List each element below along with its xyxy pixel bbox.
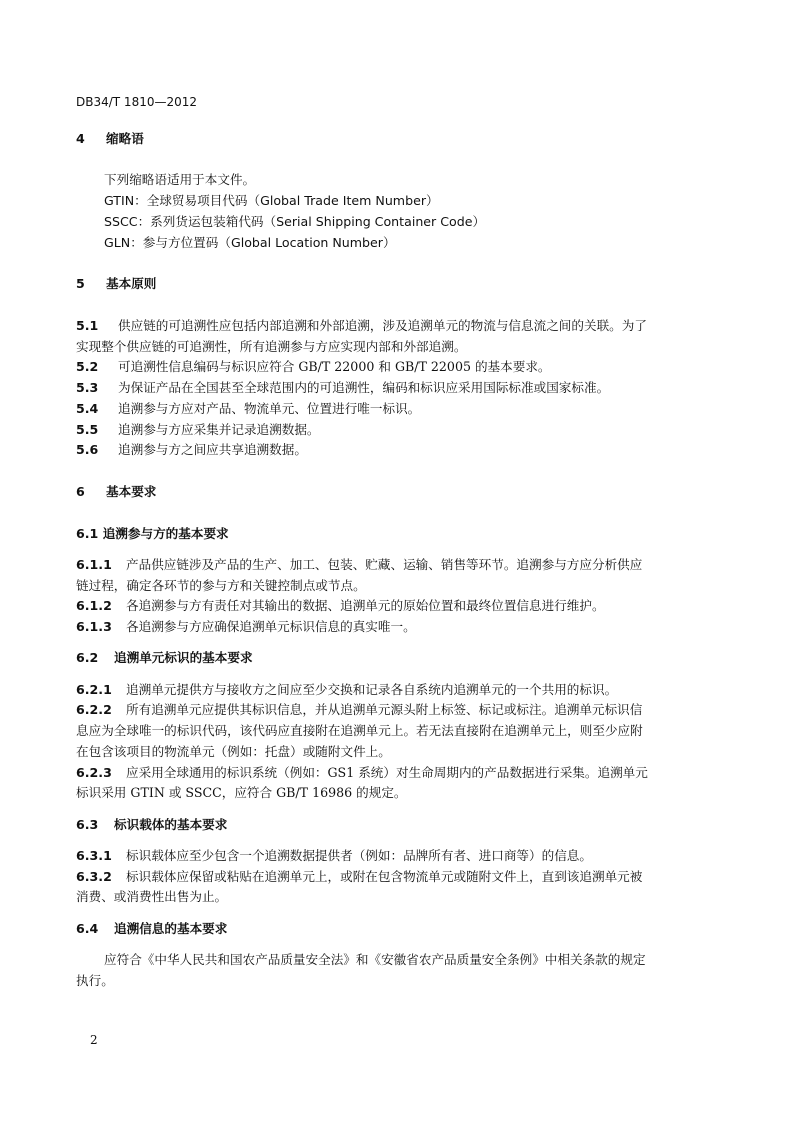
clause-number: 6.1.1 bbox=[76, 557, 112, 572]
clause-number: 6.2.1 bbox=[76, 682, 112, 697]
section-6-4-text: 应符合《中华人民共和国农产品质量安全法》和《安徽省农产品质量安全条例》中相关条款的规定 bbox=[104, 952, 646, 967]
clause-6-2-3-cont: 标识采用 GTIN 或 SSCC，应符合 GB/T 16986 的规定。 bbox=[76, 785, 407, 800]
clause-6-2-1 bbox=[76, 682, 617, 698]
clause-6-3-1 bbox=[76, 848, 592, 864]
clause-number: 5.4 bbox=[76, 401, 99, 416]
clause-5-2 bbox=[76, 359, 551, 375]
section-title: 追溯单元标识的基本要求 bbox=[114, 650, 253, 665]
clause-number: 6.3.1 bbox=[76, 848, 112, 863]
section-number: 6 bbox=[76, 484, 85, 499]
clause-text: 追溯参与方应采集并记录追溯数据。 bbox=[118, 422, 320, 437]
section-6-4-text-cont: 执行。 bbox=[76, 973, 114, 988]
clause-number: 6.3.2 bbox=[76, 869, 112, 884]
clause-number: 6.2.3 bbox=[76, 765, 112, 780]
section-title: 基本原则 bbox=[106, 276, 157, 291]
section-title: 追溯信息的基本要求 bbox=[114, 921, 228, 936]
section-number: 6.2 bbox=[76, 650, 99, 665]
section-6-3-heading bbox=[76, 817, 227, 833]
clause-6-2-2-cont1: 息应为全球唯一的标识代码，该代码应直接附在追溯单元上。若无法直接附在追溯单元上，则至少应附 bbox=[76, 723, 643, 738]
clause-number: 6.1.2 bbox=[76, 598, 112, 613]
clause-5-4 bbox=[76, 401, 420, 417]
section-6-2-heading bbox=[76, 650, 253, 666]
abbr-gtin: GTIN：全球贸易项目代码（Global Trade Item Number） bbox=[104, 193, 439, 208]
clause-5-3 bbox=[76, 380, 609, 396]
clause-text: 各追溯参与方应确保追溯单元标识信息的真实唯一。 bbox=[126, 619, 416, 634]
section-number: 5 bbox=[76, 276, 85, 291]
section-4-intro: 下列缩略语适用于本文件。 bbox=[104, 172, 256, 187]
clause-text: 可追溯性信息编码与标识应符合 GB/T 22000 和 GB/T 22005 的基本要求。 bbox=[118, 359, 551, 374]
clause-text: 产品供应链涉及产品的生产、加工、包装、贮藏、运输、销售等环节。追溯参与方应分析供应 bbox=[126, 557, 643, 572]
clause-text: 追溯参与方应对产品、物流单元、位置进行唯一标识。 bbox=[118, 401, 421, 416]
clause-number: 5.5 bbox=[76, 422, 99, 437]
clause-text: 追溯单元提供方与接收方之间应至少交换和记录各自系统内追溯单元的一个共用的标识。 bbox=[126, 682, 618, 697]
clause-number: 6.2.2 bbox=[76, 702, 112, 717]
section-6-heading bbox=[76, 484, 156, 500]
clause-number: 5.3 bbox=[76, 380, 99, 395]
clause-6-3-2 bbox=[76, 869, 642, 885]
clause-6-2-3 bbox=[76, 765, 648, 781]
abbr-sscc: SSCC：系列货运包装箱代码（Serial Shipping Container Code） bbox=[104, 214, 486, 229]
clause-6-1-3 bbox=[76, 619, 416, 635]
clause-text: 所有追溯单元应提供其标识信息，并从追溯单元源头附上标签、标记或标注。追溯单元标识信 bbox=[126, 702, 643, 717]
section-number: 6.4 bbox=[76, 921, 99, 936]
clause-5-1-cont: 实现整个供应链的可追溯性，所有追溯参与方应实现内部和外部追溯。 bbox=[76, 339, 467, 354]
clause-number: 5.1 bbox=[76, 318, 99, 333]
clause-text: 为保证产品在全国甚至全球范围内的可追溯性，编码和标识应采用国际标准或国家标准。 bbox=[118, 380, 610, 395]
section-title: 缩略语 bbox=[106, 131, 144, 146]
clause-6-1-2 bbox=[76, 598, 605, 614]
clause-text: 追溯参与方之间应共享追溯数据。 bbox=[118, 442, 307, 457]
section-6-4-heading bbox=[76, 921, 227, 937]
clause-6-2-2-cont2: 在包含该项目的物流单元（例如：托盘）或随附文件上。 bbox=[76, 744, 391, 759]
clause-number: 5.2 bbox=[76, 359, 99, 374]
clause-number: 6.1.3 bbox=[76, 619, 112, 634]
clause-5-6 bbox=[76, 442, 307, 458]
clause-text: 供应链的可追溯性应包括内部追溯和外部追溯，涉及追溯单元的物流与信息流之间的关联。为了 bbox=[118, 318, 647, 333]
clause-5-5 bbox=[76, 422, 320, 438]
section-5-heading bbox=[76, 276, 156, 292]
clause-5-1 bbox=[76, 318, 647, 334]
clause-6-1-1-cont: 链过程，确定各环节的参与方和关键控制点或节点。 bbox=[76, 578, 366, 593]
clause-text: 各追溯参与方有责任对其输出的数据、追溯单元的原始位置和最终位置信息进行维护。 bbox=[126, 598, 605, 613]
clause-text: 应采用全球通用的标识系统（例如：GS1 系统）对生命周期内的产品数据进行采集。追溯单元 bbox=[126, 765, 648, 780]
document-id: DB34/T 1810—2012 bbox=[76, 95, 198, 109]
section-number: 6.3 bbox=[76, 817, 99, 832]
section-title: 标识载体的基本要求 bbox=[114, 817, 228, 832]
clause-6-2-2 bbox=[76, 702, 642, 718]
section-4-heading bbox=[76, 131, 144, 147]
clause-text: 标识载体应保留或粘贴在追溯单元上，或附在包含物流单元或随附文件上，直到该追溯单元被 bbox=[126, 869, 643, 884]
page-number: 2 bbox=[90, 1033, 98, 1047]
abbr-gln: GLN：参与方位置码（Global Location Number） bbox=[104, 235, 396, 250]
section-6-1-heading: 6.1 追溯参与方的基本要求 bbox=[76, 526, 229, 541]
clause-6-1-1 bbox=[76, 557, 642, 573]
clause-6-3-2-cont: 消费、或消费性出售为止。 bbox=[76, 889, 228, 904]
clause-number: 5.6 bbox=[76, 442, 99, 457]
section-number: 4 bbox=[76, 131, 85, 146]
section-title: 基本要求 bbox=[106, 484, 157, 499]
clause-text: 标识载体应至少包含一个追溯数据提供者（例如：品牌所有者、进口商等）的信息。 bbox=[126, 848, 592, 863]
